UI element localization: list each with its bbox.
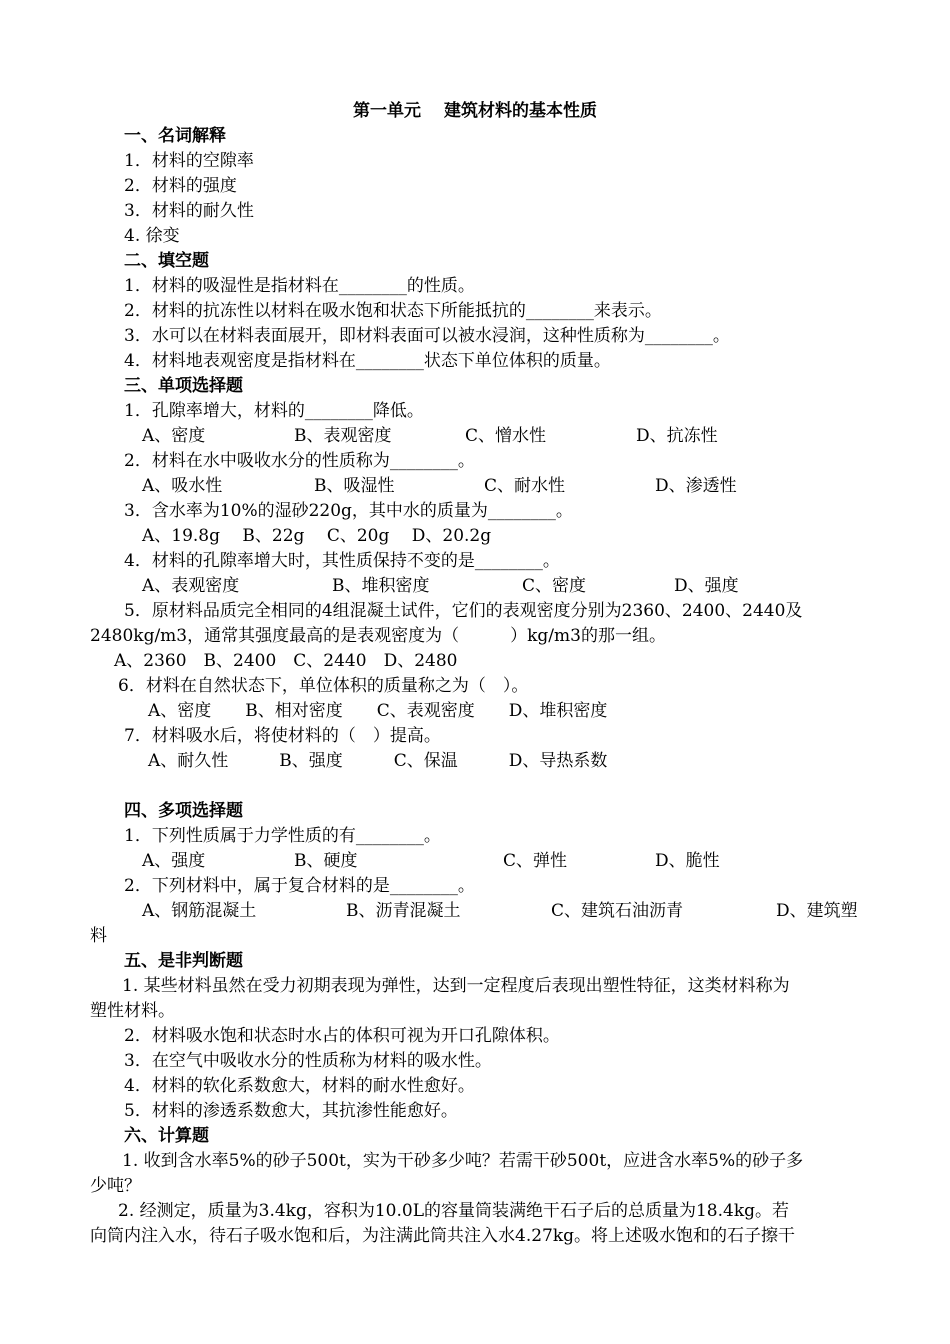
section-heading-calculation: 六、计算题 bbox=[124, 1126, 209, 1146]
list-item: 2．材料的强度 bbox=[124, 176, 237, 196]
section-heading-single-choice: 三、单项选择题 bbox=[124, 376, 243, 396]
option-d: D、脆性 bbox=[655, 851, 720, 871]
section-heading-multiple-choice: 四、多项选择题 bbox=[124, 801, 243, 821]
option-b: B、沥青混凝土 bbox=[346, 901, 461, 921]
answer-options: A、19.8g B、22g C、20g D、20.2g bbox=[142, 526, 492, 546]
option-d: D、强度 bbox=[674, 576, 739, 596]
list-item: 3．水可以在材料表面展开，即材料表面可以被水浸润，这种性质称为________。 bbox=[124, 326, 730, 346]
option-continued: 料 bbox=[90, 926, 107, 946]
question-text: 2．材料吸水饱和状态时水占的体积可视为开口孔隙体积。 bbox=[124, 1026, 560, 1046]
question-text: 5．材料的渗透系数愈大，其抗渗性能愈好。 bbox=[124, 1101, 458, 1121]
question-text-continued: 向筒内注入水，待石子吸水饱和后，为注满此筒共注入水4.27kg。将上述吸水饱和的石子擦干 bbox=[90, 1226, 796, 1246]
list-item: 1．材料的空隙率 bbox=[124, 151, 254, 171]
question-text-continued: 塑性材料。 bbox=[90, 1001, 175, 1021]
question-text-continued: 2480kg/m3，通常其强度最高的是表观密度为（ ）kg/m3的那一组。 bbox=[90, 626, 666, 646]
option-c: C、密度 bbox=[522, 576, 587, 596]
question-text: 2．材料在水中吸收水分的性质称为________。 bbox=[124, 451, 475, 471]
question-text: 5．原材料品质完全相同的4组混凝土试件，它们的表观密度分别为2360、2400、2440及 bbox=[124, 601, 803, 621]
answer-options bbox=[0, 574, 950, 599]
option-b: B、硬度 bbox=[294, 851, 358, 871]
answer-options bbox=[0, 899, 950, 924]
option-d: D、建筑塑 bbox=[776, 901, 858, 921]
question-text: 1．孔隙率增大，材料的________降低。 bbox=[124, 401, 424, 421]
question-text: 2．下列材料中，属于复合材料的是________。 bbox=[124, 876, 475, 896]
option-c: C、建筑石油沥青 bbox=[551, 901, 684, 921]
question-text: 2. 经测定，质量为3.4kg，容积为10.0L的容量筒装满绝干石子后的总质量为18.4kg。若 bbox=[118, 1201, 790, 1221]
option-a: A、吸水性 bbox=[142, 476, 223, 496]
answer-options bbox=[0, 474, 950, 499]
question-text-continued: 少吨？ bbox=[90, 1176, 141, 1196]
answer-options bbox=[0, 424, 950, 449]
option-d: D、抗冻性 bbox=[636, 426, 718, 446]
answer-options: A、2360 B、2400 C、2440 D、2480 bbox=[114, 651, 458, 671]
section-heading-fill-blank: 二、填空题 bbox=[124, 251, 209, 271]
question-text: 3．含水率为10%的湿砂220g，其中水的质量为________。 bbox=[124, 501, 573, 521]
question-text: 1. 收到含水率5%的砂子500t，实为干砂多少吨？若需干砂500t，应进含水率5%的砂子多 bbox=[122, 1151, 804, 1171]
list-item: 3．材料的耐久性 bbox=[124, 201, 254, 221]
answer-options bbox=[0, 849, 950, 874]
option-a: A、密度 bbox=[142, 426, 206, 446]
list-item: 2．材料的抗冻性以材料在吸水饱和状态下所能抵抗的________来表示。 bbox=[124, 301, 662, 321]
question-text: 6．材料在自然状态下，单位体积的质量称之为（ ）。 bbox=[118, 676, 529, 696]
section-heading-definitions: 一、名词解释 bbox=[124, 126, 226, 146]
option-a: A、表观密度 bbox=[142, 576, 240, 596]
option-c: C、弹性 bbox=[503, 851, 568, 871]
question-text: 1．下列性质属于力学性质的有________。 bbox=[124, 826, 441, 846]
option-b: B、表观密度 bbox=[294, 426, 392, 446]
question-text: 7．材料吸水后，将使材料的（ ）提高。 bbox=[124, 726, 441, 746]
question-text: 3．在空气中吸收水分的性质称为材料的吸水性。 bbox=[124, 1051, 492, 1071]
option-d: D、渗透性 bbox=[655, 476, 737, 496]
option-c: C、耐水性 bbox=[484, 476, 566, 496]
list-item: 4. 徐变 bbox=[124, 226, 180, 246]
option-c: C、憎水性 bbox=[465, 426, 547, 446]
option-a: A、强度 bbox=[142, 851, 206, 871]
question-text: 1. 某些材料虽然在受力初期表现为弹性，达到一定程度后表现出塑性特征，这类材料称为 bbox=[122, 976, 790, 996]
option-a: A、钢筋混凝土 bbox=[142, 901, 257, 921]
answer-options: A、密度 B、相对密度 C、表观密度 D、堆积密度 bbox=[148, 701, 608, 721]
list-item: 1．材料的吸湿性是指材料在________的性质。 bbox=[124, 276, 475, 296]
section-heading-true-false: 五、是非判断题 bbox=[124, 951, 243, 971]
question-text: 4．材料的软化系数愈大，材料的耐水性愈好。 bbox=[124, 1076, 475, 1096]
answer-options: A、耐久性 B、强度 C、保温 D、导热系数 bbox=[148, 751, 608, 771]
question-text: 4．材料的孔隙率增大时，其性质保持不变的是________。 bbox=[124, 551, 560, 571]
option-b: B、吸湿性 bbox=[314, 476, 395, 496]
option-b: B、堆积密度 bbox=[332, 576, 430, 596]
page-title: 第一单元 建筑材料的基本性质 bbox=[353, 101, 597, 121]
list-item: 4．材料地表观密度是指材料在________状态下单位体积的质量。 bbox=[124, 351, 611, 371]
